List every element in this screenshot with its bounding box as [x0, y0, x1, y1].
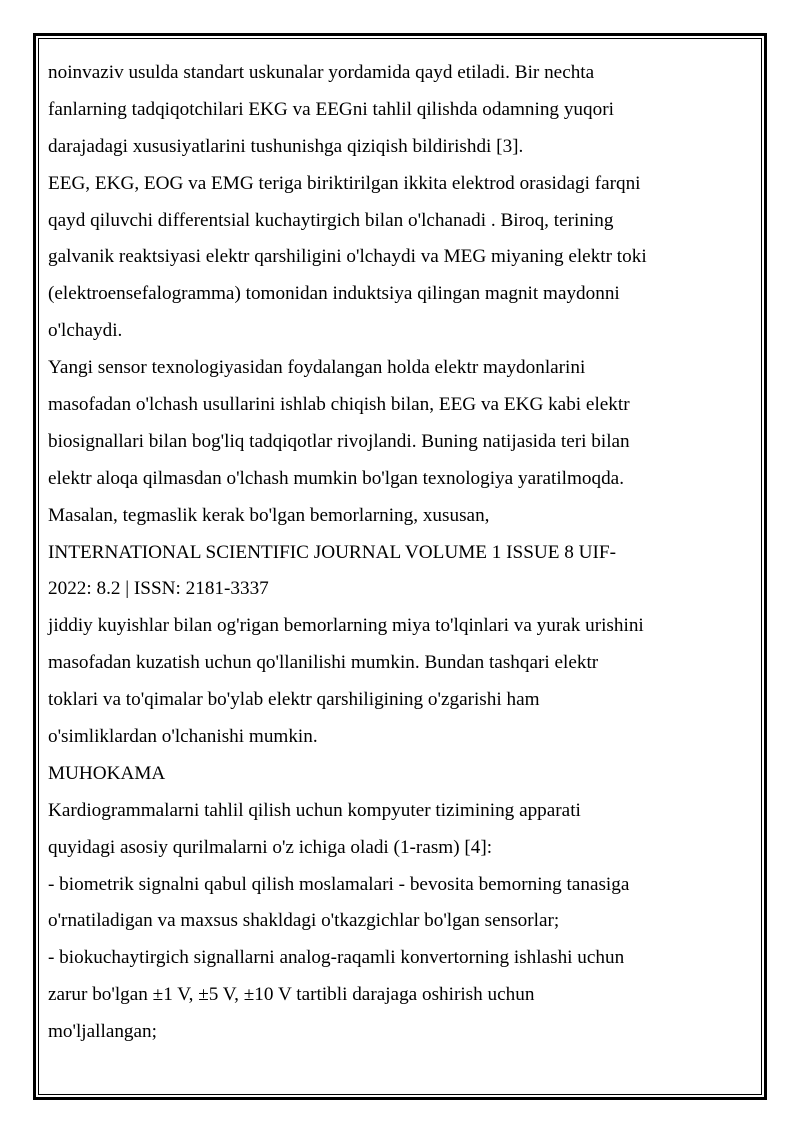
- text-line: masofadan kuzatish uchun qo'llanilishi mumkin. Bundan tashqari elektr: [48, 652, 599, 674]
- journal-header-line: 2022: 8.2 | ISSN: 2181-3337: [48, 578, 269, 600]
- text-line: o'lchaydi.: [48, 320, 123, 342]
- text-line: fanlarning tadqiqotchilari EKG va EEGni tahlil qilishda odamning yuqori: [48, 98, 614, 120]
- section-heading: MUHOKAMA: [48, 762, 166, 784]
- text-line: EEG, EKG, EOG va EMG teriga biriktirilgan ikkita elektrod orasidagi farqni: [48, 172, 641, 194]
- list-item-line: mo'ljallangan;: [48, 1021, 157, 1043]
- text-line: qayd qiluvchi differentsial kuchaytirgich bilan o'lchanadi . Biroq, terining: [48, 209, 614, 231]
- journal-header-line: INTERNATIONAL SCIENTIFIC JOURNAL VOLUME 1 ISSUE 8 UIF-: [48, 541, 616, 563]
- text-line: Masalan, tegmaslik kerak bo'lgan bemorlarning, xususan,: [48, 504, 490, 526]
- list-item-line: - biokuchaytirgich signallarni analog-raqamli konvertorning ishlashi uchun: [48, 947, 625, 969]
- list-item-line: - biometrik signalni qabul qilish moslamalari - bevosita bemorning tanasiga: [48, 873, 630, 895]
- text-line: masofadan o'lchash usullarini ishlab chiqish bilan, EEG va EKG kabi elektr: [48, 394, 630, 416]
- text-line: Kardiogrammalarni tahlil qilish uchun kompyuter tizimining apparati: [48, 799, 581, 821]
- text-line: quyidagi asosiy qurilmalarni o'z ichiga oladi (1-rasm) [4]:: [48, 836, 493, 858]
- text-line: jiddiy kuyishlar bilan og'rigan bemorlarning miya to'lqinlari va yurak urishini: [48, 615, 644, 637]
- text-line: darajadagi xususiyatlarini tushunishga qiziqish bildirishdi [3].: [48, 135, 524, 157]
- text-line: noinvaziv usulda standart uskunalar yordamida qayd etiladi. Bir nechta: [48, 62, 595, 83]
- text-line: galvanik reaktsiyasi elektr qarshiligini o'lchaydi va MEG miyaning elektr toki: [48, 246, 647, 268]
- text-line: (elektroensefalogramma) tomonidan induktsiya qilingan magnit maydonni: [48, 283, 620, 305]
- text-line: Yangi sensor texnologiyasidan foydalangan holda elektr maydonlarini: [48, 357, 586, 379]
- list-item-line: zarur bo'lgan ±1 V, ±5 V, ±10 V tartibli darajaga oshirish uchun: [48, 984, 535, 1006]
- text-line: biosignallari bilan bog'liq tadqiqotlar rivojlandi. Buning natijasida teri bilan: [48, 430, 630, 452]
- list-item-line: o'rnatiladigan va maxsus shakldagi o'tkazgichlar bo'lgan sensorlar;: [48, 910, 560, 932]
- text-line: elektr aloqa qilmasdan o'lchash mumkin bo'lgan texnologiya yaratilmoqda.: [48, 467, 624, 489]
- document-body: [48, 55, 738, 1051]
- text-line: toklari va to'qimalar bo'ylab elektr qarshiligining o'zgarishi ham: [48, 689, 540, 711]
- text-line: o'simliklardan o'lchanishi mumkin.: [48, 726, 318, 748]
